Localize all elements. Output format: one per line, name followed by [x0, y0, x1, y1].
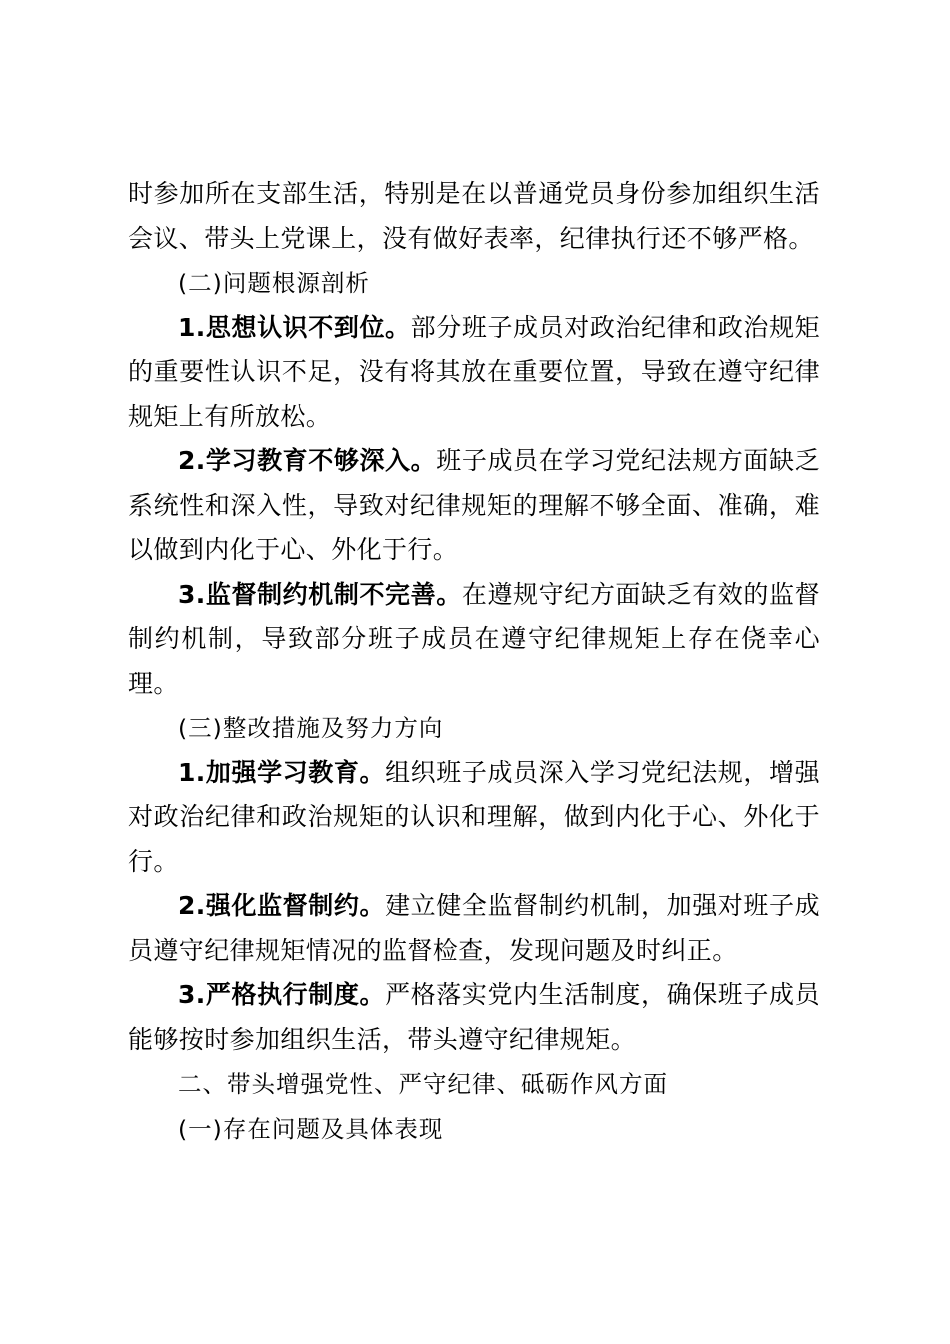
measure-1-text: 组织班子成员深入学习党纪法规，增强对政治纪律和政治规矩的认识和理解，做到内化于心、外化于行。 [128, 757, 820, 876]
measure-2-title: 2.强化监督制约。 [178, 891, 386, 920]
cause-3-title: 3.监督制约机制不完善。 [178, 579, 462, 609]
cause-1-title: 1.思想认识不到位。 [178, 312, 411, 342]
cause-3-text: 在遵规守纪方面缺乏有效的监督制约机制，导致部分班子成员在遵守纪律规矩上存在侥幸心理。 [128, 579, 820, 698]
measure-3-title: 3.严格执行制度。 [178, 980, 386, 1009]
paragraph-measure-2 [128, 884, 820, 973]
heading-measures: (三)整改措施及努力方向 [178, 714, 444, 742]
document-body [128, 172, 820, 1151]
paragraph-continuation: 时参加所在支部生活，特别是在以普通党员身份参加组织生活会议、带头上党课上，没有做好表率，纪律执行还不够严格。 [128, 179, 820, 253]
cause-1-text: 部分班子成员对政治纪律和政治规矩的重要性认识不足，没有将其放在重要位置，导致在遵守纪律规矩上有所放松。 [128, 312, 820, 431]
paragraph-cause-3 [128, 573, 820, 707]
cause-2-title: 2.学习教育不够深入。 [178, 446, 437, 475]
measure-1-title: 1.加强学习教育。 [178, 757, 386, 787]
cause-2-text: 班子成员在学习党纪法规方面缺乏系统性和深入性，导致对纪律规矩的理解不够全面、准确，难以做到内化于心、外化于行。 [128, 446, 820, 564]
paragraph-cause-2 [128, 439, 820, 573]
measure-3-text: 严格落实党内生活制度，确保班子成员能够按时参加组织生活，带头遵守纪律规矩。 [128, 980, 820, 1054]
heading-section-2: 二、带头增强党性、严守纪律、砥砺作风方面 [178, 1070, 668, 1098]
paragraph-measure-3 [128, 973, 820, 1062]
heading-problems: (一)存在问题及具体表现 [178, 1114, 444, 1143]
measure-2-text: 建立健全监督制约机制，加强对班子成员遵守纪律规矩情况的监督检查，发现问题及时纠正。 [128, 891, 820, 965]
paragraph-cause-1 [128, 306, 820, 440]
heading-root-cause: (二)问题根源剖析 [178, 269, 370, 297]
paragraph-measure-1 [128, 751, 820, 885]
